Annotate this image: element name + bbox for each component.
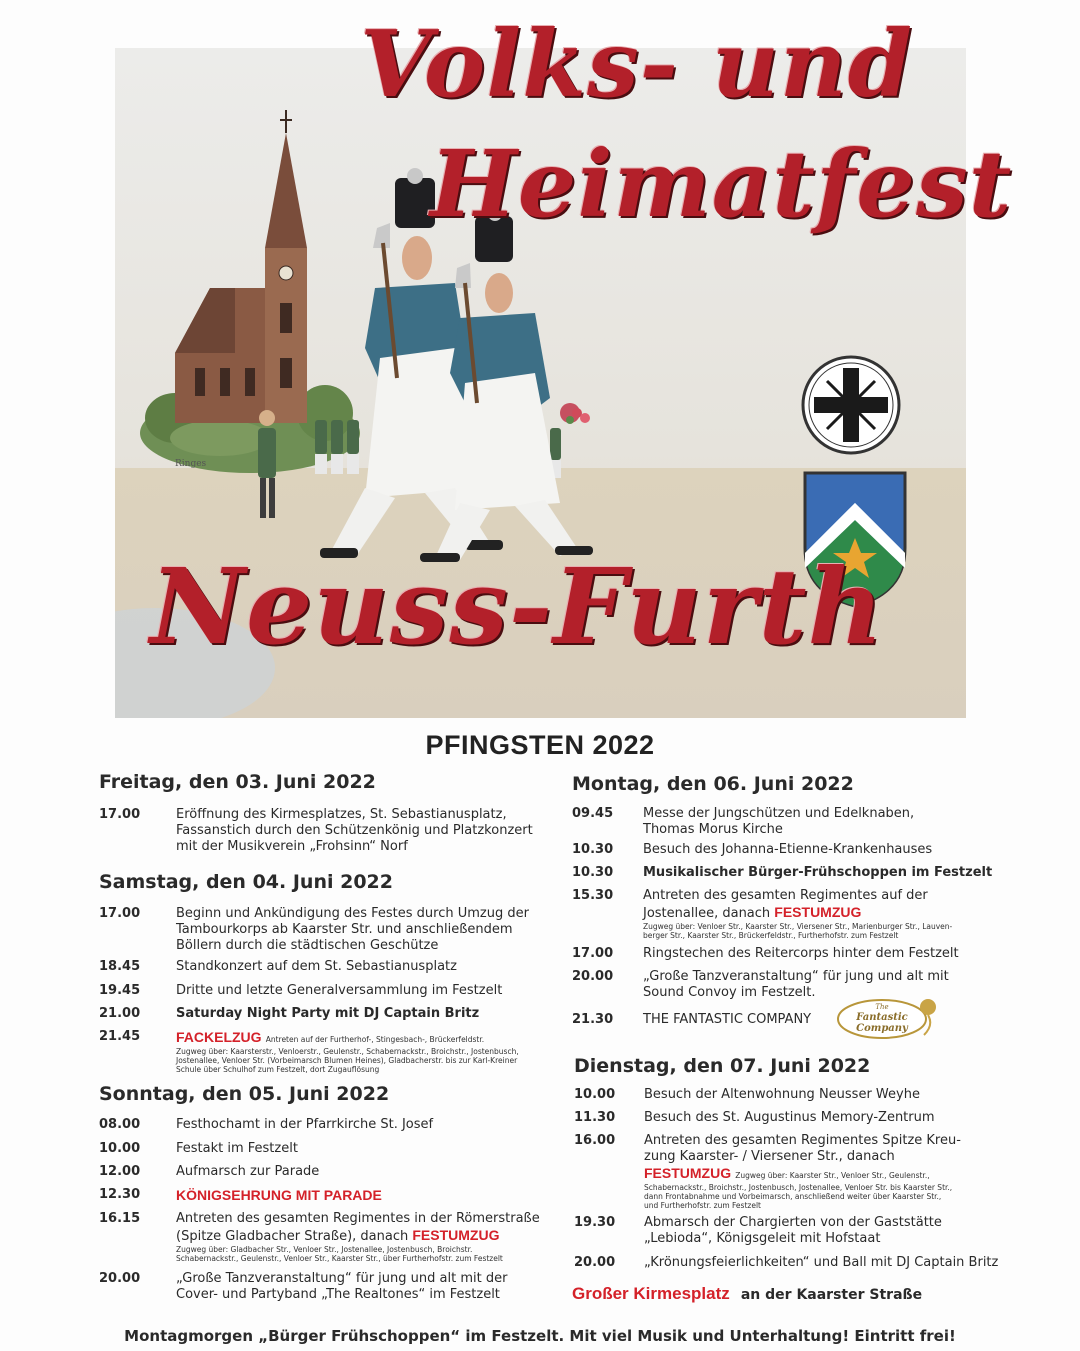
event-description: „Große Tanzveranstaltung“ für jung und alt mit der Cover- und Partyband „The Realtones“ im Festzelt <box>176 1271 508 1302</box>
event-description: Festhochamt in der Pfarrkirche St. Josef <box>176 1117 434 1132</box>
event-time: 10.30 <box>572 842 614 857</box>
festumzug-highlight: FESTUMZUG <box>412 1227 500 1243</box>
event-description: Saturday Night Party mit DJ Captain Britz <box>176 1006 480 1021</box>
event-description: Antreten des gesamten Regimentes in der Römerstraße (Spitze Gladbacher Straße), danach FESTUMZUG Zugweg über: Gladbacher Str., Venloer Str., Jostenallee, Jostenbusch, Broichstr. Schabernackstr., Geulenstr., Venloer Str., Kaarster Str., über Furtherhofstr. zum Festzelt <box>176 1211 540 1263</box>
event-description: Standkonzert auf dem St. Sebastianusplatz <box>176 959 457 974</box>
event-description: „Krönungsfeierlichkeiten“ und Ball mit DJ Captain Britz <box>644 1255 999 1270</box>
event-time: 19.45 <box>99 983 141 998</box>
event-time: 17.00 <box>572 946 614 961</box>
event-time: 16.00 <box>574 1133 616 1148</box>
event-time: 11.30 <box>574 1110 616 1125</box>
day-title-samstag: Samstag, den 04. Juni 2022 <box>99 871 393 893</box>
kirmesplatz-note <box>572 1284 922 1304</box>
event-time: 15.30 <box>572 888 614 903</box>
svg-text:The: The <box>875 1003 889 1011</box>
event-description: Beginn und Ankündigung des Festes durch Umzug der Tambourkorps ab Kaarster Str. und anschließendem Böllern durch die städtischen Geschütze <box>176 906 529 953</box>
event-time: 08.00 <box>99 1117 141 1132</box>
event-description: Ringstechen des Reitercorps hinter dem Festzelt <box>643 946 959 961</box>
poster-title-line-2: Heimatfest <box>430 130 1013 238</box>
event-description: Besuch des Johanna-Etienne-Krankenhauses <box>643 842 933 857</box>
event-description: Messe der Jungschützen und Edelknaben, Thomas Morus Kirche <box>643 806 915 837</box>
event-time: 17.00 <box>99 906 141 921</box>
event-time: 12.30 <box>99 1187 141 1202</box>
event-time: 21.45 <box>99 1029 141 1044</box>
event-time: 12.00 <box>99 1164 141 1179</box>
event-description: Dritte und letzte Generalversammlung im Festzelt <box>176 983 503 998</box>
route-intro: Antreten auf der Furtherhof-, Stingesbach-, Brückerfeldstr. <box>265 1035 485 1044</box>
event-time: 20.00 <box>574 1255 616 1270</box>
kirmesplatz-title: Großer Kirmesplatz <box>572 1284 730 1303</box>
svg-text:Company: Company <box>856 1023 908 1034</box>
koenigsehrung-highlight: KÖNIGSEHRUNG MIT PARADE <box>176 1187 382 1203</box>
event-time: 16.15 <box>99 1211 141 1226</box>
event-description: Besuch des St. Augustinus Memory-Zentrum <box>644 1110 935 1125</box>
day-title-sonntag: Sonntag, den 05. Juni 2022 <box>99 1083 390 1105</box>
event-description: FACKELZUG Antreten auf der Furtherhof-, Stingesbach-, Brückerfeldstr. Zugweg über: Kaarsterstr., Venloerstr., Geulenstr., Schabernackstr., Broichstr., Jostenbusch, Jostenallee, Venloer Str. (Vorbeimarsch Blumen Heines), Gladbacherstr. bis zur Karl-Kreiner Schule über Schulhof zum Festzelt, dort Zugauflösung <box>176 1029 519 1074</box>
event-description: Besuch der Altenwohnung Neusser Weyhe <box>644 1087 920 1102</box>
event-description: THE FANTASTIC COMPANY <box>643 1012 812 1027</box>
event-time: 21.30 <box>572 1012 614 1027</box>
event-description: Aufmarsch zur Parade <box>176 1164 320 1179</box>
event-description: Antreten des gesamten Regimentes Spitze Kreu- zung Kaarster- / Viersener Str., danach FESTUMZUG Zugweg über: Kaarster Str., Venloer Str., Geulenstr., Schabernackstr., Broichstr., Jostenbusch, Jostenallee, Venloer Str. bis Kaarster Str., dann Frontabnahme und Vorbeimarsch, anschließend weiter über Kaarster Str., und Furtherhofstr. zum Festzelt <box>644 1133 961 1210</box>
poster-title-line-1: Volks- und <box>360 10 914 118</box>
svg-text:Fantastic: Fantastic <box>856 1012 908 1023</box>
event-description: Musikalischer Bürger-Frühschoppen im Festzelt <box>643 865 993 880</box>
event-time: 09.45 <box>572 806 614 821</box>
festumzug-highlight: FESTUMZUG <box>644 1165 732 1181</box>
footer-note: Montagmorgen „Bürger Frühschoppen“ im Festzelt. Mit viel Musik und Unterhaltung! Eintritt frei! <box>124 1327 956 1345</box>
event-time: 17.00 <box>99 807 141 822</box>
event-time: 18.45 <box>99 959 141 974</box>
event-description: „Große Tanzveranstaltung“ für jung und alt mit Sound Convoy im Festzelt. <box>643 969 949 1000</box>
poster-subtitle: PFINGSTEN 2022 <box>425 730 655 760</box>
fackelzug-highlight: FACKELZUG <box>176 1029 262 1045</box>
kirmesplatz-location: an der Kaarster Straße <box>740 1287 923 1303</box>
event-description: Festakt im Festzelt <box>176 1141 298 1156</box>
event-time: 20.00 <box>99 1271 141 1286</box>
event-description: Antreten des gesamten Regimentes auf der Jostenallee, danach FESTUMZUG Zugweg über: Venloer Str., Kaarster Str., Viersener Str., Marienburger Str., Lauven- berger Str., Kaarster Str., Brückerfeldstr., Furtherhofstr. zum Festzelt <box>643 888 953 940</box>
day-title-montag: Montag, den 06. Juni 2022 <box>572 773 854 795</box>
event-description: Eröffnung des Kirmesplatzes, St. Sebastianusplatz, Fassanstich durch den Schützenkönig und Platzkonzert mit der Musikverein „Frohsinn“ Norf <box>176 807 533 854</box>
event-time: 10.30 <box>572 865 614 880</box>
brotherhood-emblem <box>803 357 899 453</box>
event-time: 21.00 <box>99 1006 141 1021</box>
event-time: 10.00 <box>99 1141 141 1156</box>
festumzug-highlight: FESTUMZUG <box>774 904 862 920</box>
event-time: 20.00 <box>572 969 614 984</box>
event-time: 10.00 <box>574 1087 616 1102</box>
day-title-freitag: Freitag, den 03. Juni 2022 <box>99 771 376 793</box>
day-title-dienstag: Dienstag, den 07. Juni 2022 <box>574 1055 871 1077</box>
event-time: 19.30 <box>574 1215 616 1230</box>
poster-title-line-3: Neuss-Furth <box>150 545 885 668</box>
event-description: Abmarsch der Chargierten von der Gaststätte „Lebioda“, Königsgeleit mit Hofstaat <box>644 1215 942 1246</box>
painter-signature: Ringes <box>175 459 207 469</box>
fantastic-company-logo <box>836 995 942 1041</box>
